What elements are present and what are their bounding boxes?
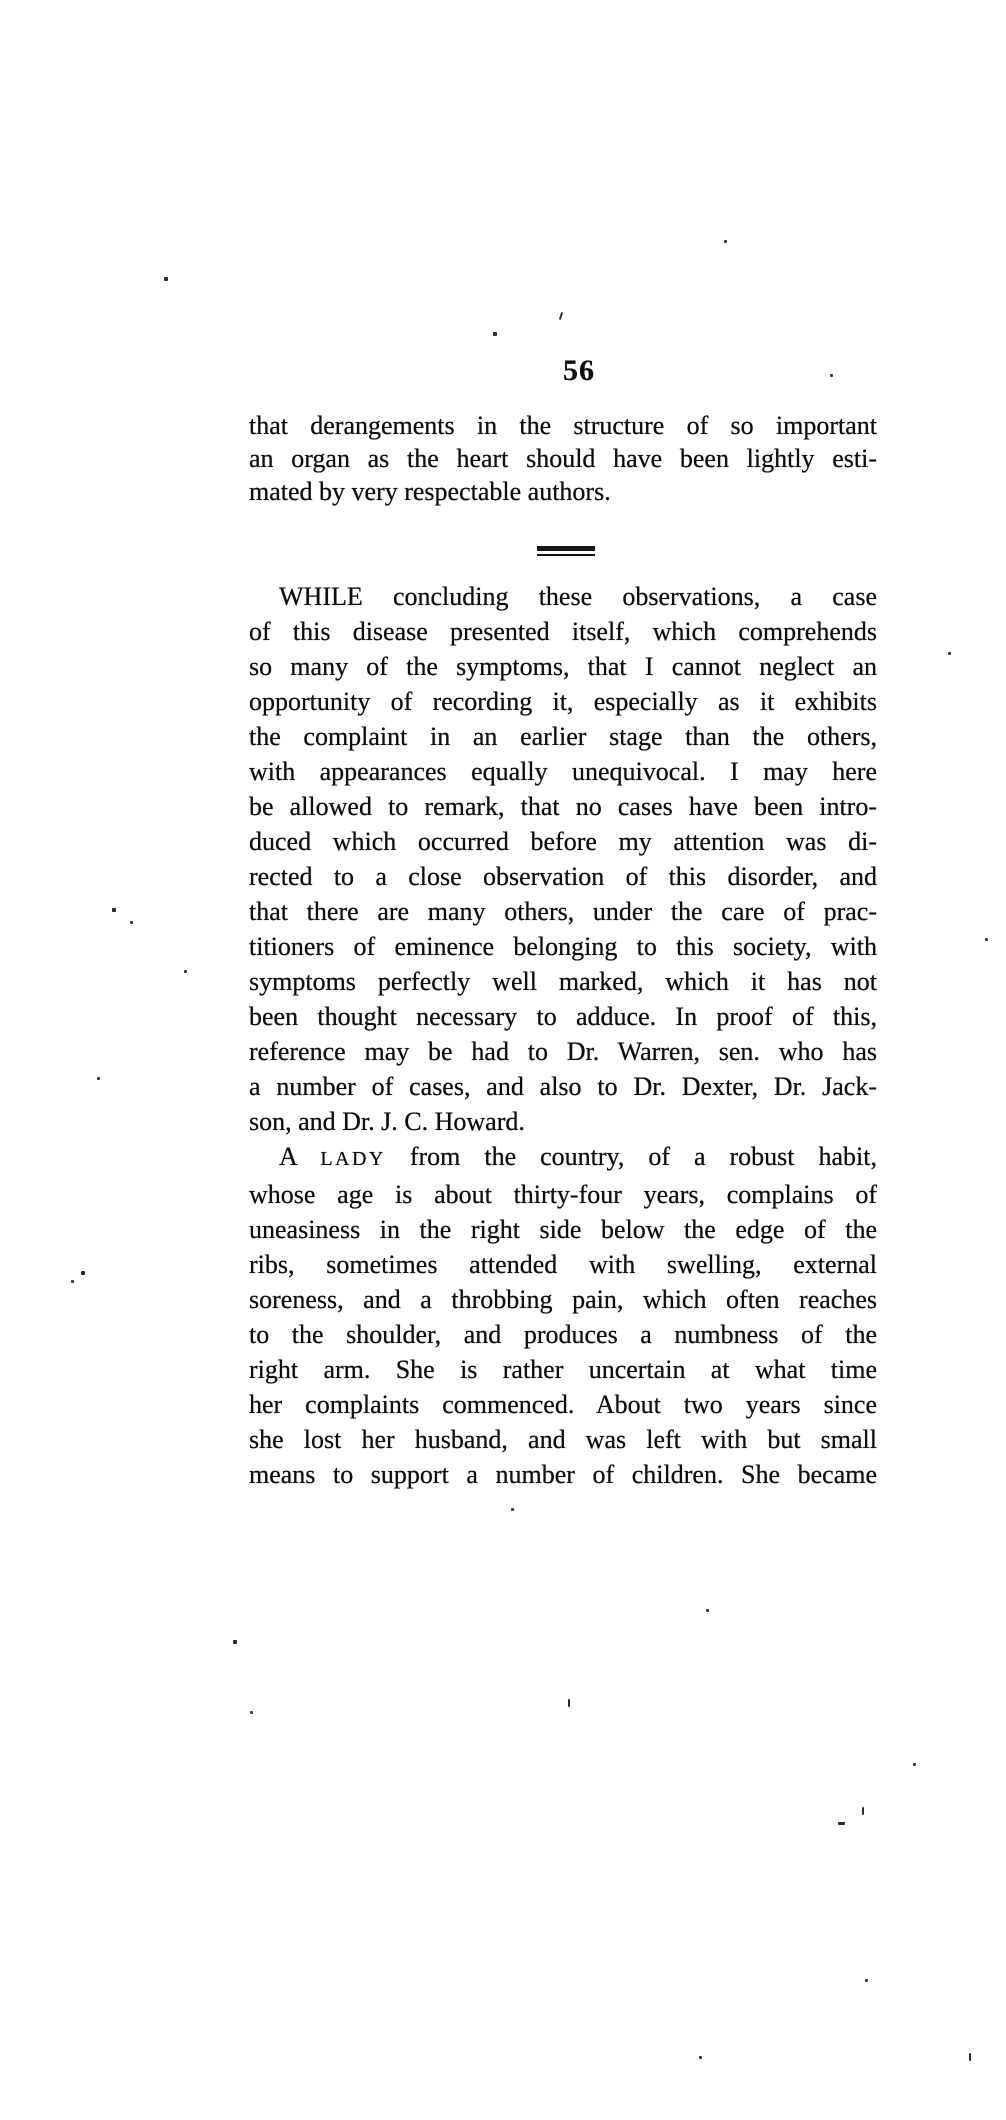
text-line: reference may be had to Dr. Warren, sen. who has <box>249 1037 877 1066</box>
small-caps-word: LADY <box>320 1148 386 1170</box>
scan-speck <box>838 1822 845 1825</box>
scan-speck <box>948 652 951 655</box>
text-line: duced which occurred before my attention was di- <box>249 827 877 856</box>
scan-speck <box>568 1699 570 1707</box>
text-run: A <box>279 1142 321 1171</box>
text-line: with appearances equally unequivocal. I may here <box>249 757 877 786</box>
scan-speck <box>699 2056 702 2059</box>
scan-speck <box>724 240 727 243</box>
scan-speck <box>164 277 168 281</box>
scan-speck <box>233 1640 237 1644</box>
text-line: the complaint in an earlier stage than the others, <box>249 722 877 751</box>
page-number: 56 <box>563 354 595 387</box>
scan-speck <box>97 1077 100 1080</box>
scan-speck <box>81 1271 85 1275</box>
text-line: mated by very respectable authors. <box>249 477 611 506</box>
scan-speck <box>985 938 988 941</box>
text-line: soreness, and a throbbing pain, which often reaches <box>249 1285 877 1314</box>
text-line: uneasiness in the right side below the edge of the <box>249 1215 877 1244</box>
paragraph-continuation <box>249 409 877 508</box>
text-line: ribs, sometimes attended with swelling, external <box>249 1250 877 1279</box>
text-line: so many of the symptoms, that I cannot neglect an <box>249 652 877 681</box>
text-line: opportunity of recording it, especially as it exhibits <box>249 687 877 716</box>
scan-speck <box>706 1609 709 1612</box>
scan-speck <box>969 2053 971 2061</box>
text-line: titioners of eminence belonging to this society, with <box>249 932 877 961</box>
text-line: an organ as the heart should have been lightly esti- <box>249 444 877 473</box>
text-line: WHILE concluding these observations, a case <box>279 582 877 611</box>
text-line: her complaints commenced. About two years since <box>249 1390 877 1419</box>
scan-speck <box>830 374 833 377</box>
scan-speck <box>130 921 133 924</box>
text-line: rected to a close observation of this disorder, and <box>249 862 877 891</box>
text-line: a number of cases, and also to Dr. Dexter, Dr. Jack- <box>249 1072 877 1101</box>
text-line: be allowed to remark, that no cases have been intro- <box>249 792 877 821</box>
text-line: to the shoulder, and produces a numbness of the <box>249 1320 877 1349</box>
text-line: right arm. She is rather uncertain at what time <box>249 1355 877 1384</box>
text-line: son, and Dr. J. C. Howard. <box>249 1107 525 1136</box>
text-line: of this disease presented itself, which comprehends <box>249 617 877 646</box>
scan-speck <box>250 1711 253 1714</box>
scan-speck <box>112 908 116 912</box>
scan-speck <box>493 332 497 336</box>
text-line: symptoms perfectly well marked, which it has not <box>249 967 877 996</box>
text-run: from the country, of a robust habit, <box>385 1142 877 1171</box>
scan-speck <box>184 970 187 973</box>
text-line: been thought necessary to adduce. In proof of this, <box>249 1002 877 1031</box>
scan-speck <box>862 1807 864 1815</box>
body-text <box>249 579 877 1492</box>
paragraph-while-concluding <box>249 579 877 1139</box>
scan-speck <box>913 1763 916 1766</box>
scan-speck <box>71 1280 74 1283</box>
text-line: that there are many others, under the care of prac- <box>249 897 877 926</box>
scan-speck <box>865 1979 868 1982</box>
paragraph-a-lady-case <box>249 1139 877 1492</box>
scan-speck <box>511 1508 514 1511</box>
text-line: that derangements in the structure of so important <box>249 411 877 440</box>
text-line: she lost her husband, and was left with but small <box>249 1425 877 1454</box>
text-line: means to support a number of children. She became <box>249 1460 877 1489</box>
scan-speck <box>559 312 563 320</box>
section-divider-rule <box>537 546 595 556</box>
text-line <box>249 1139 877 1177</box>
text-line: whose age is about thirty-four years, complains of <box>249 1180 877 1209</box>
